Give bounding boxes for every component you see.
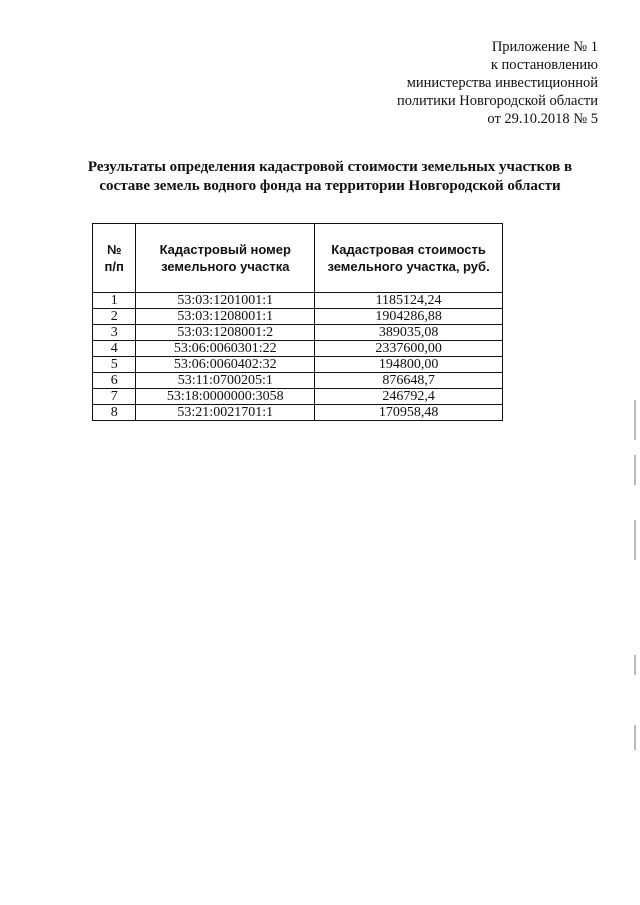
cadastral-value-table <box>92 223 503 421</box>
table-row <box>93 293 503 309</box>
row-cadastral-number: 53:06:0060402:32 <box>136 357 315 373</box>
table-row <box>93 373 503 389</box>
row-cadastral-number: 53:03:1208001:2 <box>136 325 315 341</box>
header-cadastral-cost <box>315 224 503 293</box>
row-cadastral-number: 53:03:1208001:1 <box>136 309 315 325</box>
row-cost: 1185124,24 <box>315 293 503 309</box>
appendix-to-resolution: к постановлению <box>490 57 598 73</box>
row-cost: 246792,4 <box>315 389 503 405</box>
row-cadastral-number: 53:18:0000000:3058 <box>136 389 315 405</box>
row-cadastral-number: 53:06:0060301:22 <box>136 341 315 357</box>
scan-margin-mark <box>634 400 636 440</box>
row-number: 6 <box>93 373 136 389</box>
header-number-line-1: № <box>106 242 122 257</box>
appendix-ministry: министерства инвестиционной <box>406 75 598 91</box>
header-cadastral-line-1: Кадастровый номер <box>159 242 291 257</box>
row-number: 1 <box>93 293 136 309</box>
row-cost: 170958,48 <box>315 405 503 421</box>
appendix-ministry-region: политики Новгородской области <box>396 93 598 109</box>
row-number: 5 <box>93 357 136 373</box>
row-number: 2 <box>93 309 136 325</box>
row-cost: 389035,08 <box>315 325 503 341</box>
row-cadastral-number: 53:03:1201001:1 <box>136 293 315 309</box>
table-row <box>93 405 503 421</box>
row-cadastral-number: 53:21:0021701:1 <box>136 405 315 421</box>
appendix-number: Приложение № 1 <box>491 39 598 55</box>
table-row <box>93 309 503 325</box>
document-title-line-1: Результаты определения кадастровой стоимости земельных участков в <box>87 159 573 175</box>
scan-margin-mark <box>634 455 636 485</box>
row-number: 7 <box>93 389 136 405</box>
header-number <box>93 224 136 293</box>
table-row <box>93 357 503 373</box>
row-cost: 876648,7 <box>315 373 503 389</box>
document-title-line-2: составе земель водного фонда на территории Новгородской области <box>99 178 561 194</box>
document-title <box>60 158 600 196</box>
header-cost-line-1: Кадастровая стоимость <box>331 242 486 257</box>
header-cadastral-number <box>136 224 315 293</box>
appendix-date: от 29.10.2018 № 5 <box>487 111 598 127</box>
row-cost: 1904286,88 <box>315 309 503 325</box>
header-number-line-2: п/п <box>104 259 124 274</box>
row-cost: 194800,00 <box>315 357 503 373</box>
scan-margin-mark <box>634 725 636 750</box>
row-number: 4 <box>93 341 136 357</box>
row-number: 3 <box>93 325 136 341</box>
row-cadastral-number: 53:11:0700205:1 <box>136 373 315 389</box>
header-cost-line-2: земельного участка, руб. <box>327 259 490 274</box>
scan-margin-mark <box>634 520 636 560</box>
appendix-header <box>397 38 598 128</box>
scan-margin-mark <box>634 655 636 675</box>
row-cost: 2337600,00 <box>315 341 503 357</box>
table-row <box>93 389 503 405</box>
table-header-row <box>93 224 503 293</box>
table-row <box>93 325 503 341</box>
table-row <box>93 341 503 357</box>
row-number: 8 <box>93 405 136 421</box>
header-cadastral-line-2: земельного участка <box>161 259 290 274</box>
